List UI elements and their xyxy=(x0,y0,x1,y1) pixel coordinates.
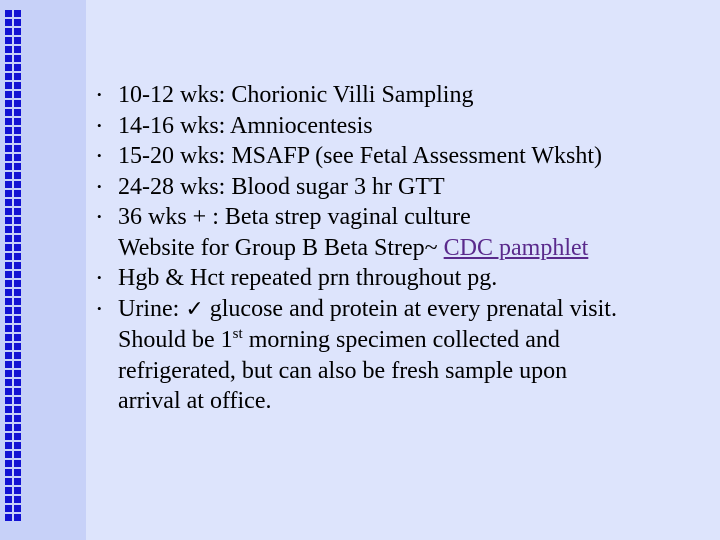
decorative-square-row xyxy=(5,82,21,89)
decorative-square xyxy=(14,217,21,224)
list-item xyxy=(97,80,707,111)
decorative-square-row xyxy=(5,226,21,233)
decorative-square-row xyxy=(5,289,21,296)
decorative-square xyxy=(5,496,12,503)
decorative-square xyxy=(14,415,21,422)
decorative-square xyxy=(14,388,21,395)
decorative-square-row xyxy=(5,379,21,386)
list-item-text: 36 wks + : Beta strep vaginal culture xyxy=(118,204,471,230)
decorative-square xyxy=(5,505,12,512)
decorative-square xyxy=(14,496,21,503)
decorative-square-row xyxy=(5,325,21,332)
decorative-square xyxy=(5,343,12,350)
bullet-icon: • xyxy=(97,270,102,285)
decorative-square xyxy=(14,514,21,521)
decorative-square xyxy=(14,163,21,170)
decorative-square xyxy=(14,316,21,323)
decorative-square xyxy=(14,10,21,17)
decorative-square xyxy=(14,37,21,44)
decorative-square-row xyxy=(5,55,21,62)
decorative-square-row xyxy=(5,208,21,215)
decorative-square-row xyxy=(5,451,21,458)
decorative-square-row xyxy=(5,262,21,269)
list-item xyxy=(97,294,707,326)
decorative-square xyxy=(14,127,21,134)
decorative-square-row xyxy=(5,460,21,467)
list-item-continuation: refrigerated, but can also be fresh sample upon xyxy=(118,357,568,384)
bullet-icon: • xyxy=(97,117,102,133)
decorative-square xyxy=(5,280,12,287)
decorative-square-row xyxy=(5,370,21,377)
decorative-square-row xyxy=(5,10,21,17)
decorative-square xyxy=(5,28,12,35)
decorative-square xyxy=(14,19,21,26)
decorative-square-row xyxy=(5,235,21,242)
decorative-square xyxy=(5,415,12,422)
decorative-square-row xyxy=(5,487,21,494)
decorative-square-row xyxy=(5,28,21,35)
decorative-square xyxy=(14,280,21,287)
decorative-square xyxy=(14,190,21,197)
decorative-square-row xyxy=(5,424,21,431)
decorative-square xyxy=(5,172,12,179)
decorative-square xyxy=(14,433,21,440)
decorative-square-row xyxy=(5,505,21,512)
decorative-square xyxy=(14,505,21,512)
decorative-square xyxy=(14,352,21,359)
decorative-square xyxy=(5,46,12,53)
decorative-square xyxy=(5,118,12,125)
decorative-square xyxy=(5,289,12,296)
decorative-square xyxy=(14,199,21,206)
decorative-square-row xyxy=(5,496,21,503)
decorative-square xyxy=(14,370,21,377)
checkmark-icon: ✓ xyxy=(185,296,204,322)
decorative-square xyxy=(14,100,21,107)
bullet-icon: • xyxy=(97,209,102,224)
decorative-square xyxy=(5,253,12,260)
decorative-square xyxy=(5,100,12,107)
decorative-square-row xyxy=(5,415,21,422)
decorative-square xyxy=(5,181,12,188)
decorative-square xyxy=(5,271,12,278)
bullet-icon: • xyxy=(97,178,102,194)
decorative-square-row xyxy=(5,334,21,341)
cdc-pamphlet-link[interactable]: CDC pamphlet xyxy=(443,234,589,261)
decorative-square xyxy=(14,109,21,116)
decorative-square xyxy=(5,262,12,269)
decorative-square-row xyxy=(5,343,21,350)
decorative-square xyxy=(5,397,12,404)
decorative-square xyxy=(14,334,21,341)
decorative-square-row xyxy=(5,478,21,485)
list-item xyxy=(97,263,707,294)
decorative-square xyxy=(14,397,21,404)
decorative-square-row xyxy=(5,514,21,521)
decorative-square-row xyxy=(5,352,21,359)
list-item xyxy=(97,111,707,142)
urine-label: Urine: xyxy=(118,295,186,322)
decorative-square-row xyxy=(5,181,21,188)
decorative-square xyxy=(5,208,12,215)
decorative-square xyxy=(5,298,12,305)
decorative-square xyxy=(14,235,21,242)
decorative-square xyxy=(5,352,12,359)
list-item xyxy=(97,202,707,233)
decorative-square-row xyxy=(5,37,21,44)
decorative-square-row xyxy=(5,118,21,125)
list-item xyxy=(97,172,707,203)
decorative-square xyxy=(14,406,21,413)
decorative-square xyxy=(5,478,12,485)
decorative-square xyxy=(14,73,21,80)
decorative-square xyxy=(5,64,12,71)
decorative-square xyxy=(14,181,21,188)
decorative-square xyxy=(5,325,12,332)
decorative-square xyxy=(5,127,12,134)
list-item-text: 24-28 wks: Blood sugar 3 hr GTT xyxy=(118,173,445,200)
decorative-square xyxy=(5,19,12,26)
decorative-square xyxy=(14,271,21,278)
list-item-continuation xyxy=(97,325,707,356)
decorative-square-row xyxy=(5,406,21,413)
decorative-square xyxy=(14,46,21,53)
decorative-square xyxy=(5,307,12,314)
decorative-square xyxy=(5,442,12,449)
decorative-square xyxy=(14,82,21,89)
decorative-square xyxy=(5,190,12,197)
decorative-square xyxy=(14,145,21,152)
decorative-square xyxy=(14,262,21,269)
decorative-square-row xyxy=(5,388,21,395)
decorative-square-row xyxy=(5,307,21,314)
decorative-square xyxy=(14,226,21,233)
decorative-square-row xyxy=(5,469,21,476)
decorative-square-row xyxy=(5,136,21,143)
decorative-square-row xyxy=(5,199,21,206)
decorative-square xyxy=(14,478,21,485)
decorative-square xyxy=(14,379,21,386)
decorative-square-row xyxy=(5,433,21,440)
decorative-square xyxy=(14,28,21,35)
decorative-square xyxy=(5,316,12,323)
decorative-square xyxy=(5,334,12,341)
list-item-text: Hgb & Hct repeated prn throughout pg. xyxy=(118,265,498,291)
decorative-square-row xyxy=(5,298,21,305)
decorative-square xyxy=(5,37,12,44)
decorative-square xyxy=(5,379,12,386)
decorative-square xyxy=(5,235,12,242)
decorative-square xyxy=(14,172,21,179)
decorative-square xyxy=(5,460,12,467)
decorative-square xyxy=(14,244,21,251)
urine-text: glucose and protein at every prenatal visit. xyxy=(203,295,617,322)
decorative-square xyxy=(14,118,21,125)
decorative-square xyxy=(5,433,12,440)
bullet-icon: • xyxy=(97,87,102,102)
decorative-square xyxy=(5,91,12,98)
list-item-text: 10-12 wks: Chorionic Villi Sampling xyxy=(118,82,474,108)
decorative-square xyxy=(5,73,12,80)
decorative-square xyxy=(14,154,21,161)
decorative-square xyxy=(14,208,21,215)
decorative-square xyxy=(14,460,21,467)
decorative-square-row xyxy=(5,46,21,53)
list-item-continuation xyxy=(97,233,707,264)
continuation-text: Should be 1 xyxy=(118,327,233,353)
decorative-square-row xyxy=(5,361,21,368)
decorative-square xyxy=(14,307,21,314)
bullet-icon: • xyxy=(97,300,102,316)
decorative-square xyxy=(5,406,12,413)
decorative-square-row xyxy=(5,145,21,152)
decorative-square xyxy=(14,487,21,494)
decorative-square xyxy=(14,451,21,458)
decorative-square-row xyxy=(5,73,21,80)
decorative-square xyxy=(14,442,21,449)
decorative-square xyxy=(5,163,12,170)
ordinal-superscript: st xyxy=(232,326,243,342)
decorative-square xyxy=(5,109,12,116)
decorative-square xyxy=(5,424,12,431)
decorative-square-row xyxy=(5,397,21,404)
decorative-square-row xyxy=(5,442,21,449)
decorative-square xyxy=(5,154,12,161)
slide-bullet-list xyxy=(97,80,707,417)
decorative-square xyxy=(5,82,12,89)
decorative-square xyxy=(5,469,12,476)
decorative-square-row xyxy=(5,253,21,260)
decorative-square xyxy=(5,361,12,368)
decorative-square-row xyxy=(5,280,21,287)
decorative-square xyxy=(5,451,12,458)
decorative-square-row xyxy=(5,91,21,98)
decorative-square xyxy=(5,487,12,494)
decorative-square xyxy=(14,469,21,476)
list-item-text xyxy=(118,294,707,326)
decorative-square xyxy=(14,289,21,296)
decorative-square xyxy=(5,136,12,143)
continuation-text: morning specimen collected and xyxy=(242,327,560,353)
decorative-square-row xyxy=(5,154,21,161)
decorative-square-row xyxy=(5,127,21,134)
decorative-square xyxy=(5,244,12,251)
decorative-square xyxy=(5,10,12,17)
decorative-square-row xyxy=(5,271,21,278)
decorative-square xyxy=(14,343,21,350)
decorative-square xyxy=(5,145,12,152)
decorative-square xyxy=(5,514,12,521)
continuation-text: Website for Group B Beta Strep~ xyxy=(118,234,444,261)
decorative-square xyxy=(14,253,21,260)
decorative-square xyxy=(14,91,21,98)
bullet-icon: • xyxy=(97,148,102,163)
decorative-square xyxy=(14,136,21,143)
list-item-text: 15-20 wks: MSAFP (see Fetal Assessment Wksht) xyxy=(118,143,603,169)
decorative-square xyxy=(14,64,21,71)
decorative-square-row xyxy=(5,190,21,197)
decorative-square-row xyxy=(5,244,21,251)
decorative-square-row xyxy=(5,64,21,71)
decorative-square-row xyxy=(5,100,21,107)
decorative-square-row xyxy=(5,172,21,179)
decorative-square-row xyxy=(5,109,21,116)
decorative-square xyxy=(14,424,21,431)
list-item xyxy=(97,141,707,172)
decorative-square xyxy=(14,55,21,62)
decorative-square xyxy=(5,388,12,395)
decorative-square xyxy=(5,199,12,206)
decorative-square-row xyxy=(5,19,21,26)
decorative-square xyxy=(14,361,21,368)
decorative-square-column xyxy=(5,10,21,523)
decorative-square xyxy=(5,226,12,233)
list-item-continuation: arrival at office. xyxy=(118,388,272,414)
decorative-square-row xyxy=(5,316,21,323)
decorative-square xyxy=(14,325,21,332)
decorative-square-row xyxy=(5,163,21,170)
decorative-square-row xyxy=(5,217,21,224)
decorative-square xyxy=(5,217,12,224)
decorative-square xyxy=(14,298,21,305)
list-item-text: 14-16 wks: Amniocentesis xyxy=(118,112,373,139)
decorative-square xyxy=(5,370,12,377)
decorative-square xyxy=(5,55,12,62)
